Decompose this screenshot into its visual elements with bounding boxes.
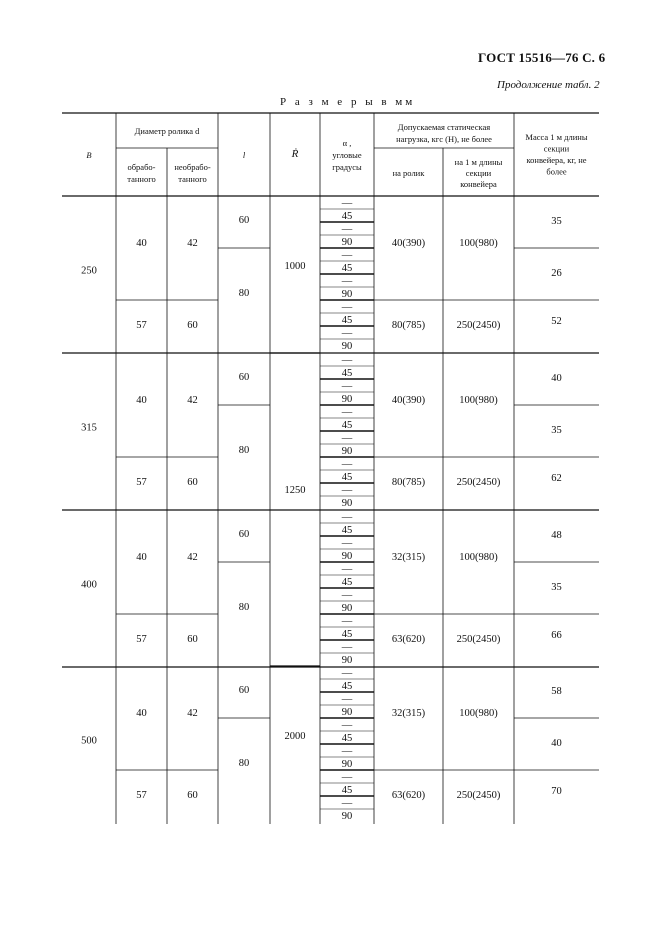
alpha-value: 45 [341, 525, 353, 536]
mass-value: 52 [551, 316, 562, 327]
header-per-meter: секции [465, 168, 492, 178]
alpha-value: — [341, 485, 353, 496]
alpha-value: 90 [341, 341, 353, 352]
alpha-value: — [341, 642, 353, 653]
header-mass: секции [543, 143, 570, 154]
alpha-value: — [341, 198, 353, 209]
header-load: Допускаемая статическая [397, 122, 491, 132]
diameter-unmachined: 60 [187, 320, 198, 331]
load-per-roller: 80(785) [391, 320, 426, 331]
alpha-value: — [341, 616, 353, 627]
load-per-meter: 100(980) [459, 708, 498, 719]
load-per-meter: 250(2450) [456, 477, 501, 488]
alpha-value: — [341, 798, 353, 809]
l-value: 60 [238, 685, 250, 696]
load-per-roller: 63(620) [391, 634, 426, 645]
mass-value: 70 [551, 786, 562, 797]
diameter-unmachined: 42 [187, 395, 198, 406]
alpha-value: — [341, 381, 353, 392]
page-header: ГОСТ 15516—76 С. 6 [478, 50, 606, 65]
diameter-machined: 40 [136, 395, 147, 406]
l-value: 80 [238, 602, 250, 613]
load-per-meter: 100(980) [459, 395, 498, 406]
alpha-value: 90 [341, 811, 353, 822]
diameter-machined: 57 [136, 320, 147, 331]
alpha-value: — [341, 590, 353, 601]
mass-value: 40 [551, 738, 562, 749]
alpha-value: 90 [341, 498, 353, 509]
diameter-unmachined: 60 [187, 790, 198, 801]
header-B: B [86, 150, 92, 160]
load-per-roller: 40(390) [391, 238, 426, 249]
alpha-value: — [341, 250, 353, 261]
alpha-value: — [341, 668, 353, 679]
mass-value: 35 [551, 216, 562, 227]
alpha-value: — [341, 459, 353, 470]
alpha-value: 90 [341, 655, 353, 666]
diameter-unmachined: 42 [187, 238, 198, 249]
alpha-value: — [341, 433, 353, 444]
alpha-value: 90 [341, 759, 353, 770]
header-diameter: Диаметр ролика d [134, 126, 200, 136]
load-per-meter: 250(2450) [456, 320, 501, 331]
l-value: 60 [238, 372, 250, 383]
alpha-value: 45 [341, 211, 353, 222]
mass-value: 62 [551, 473, 562, 484]
diameter-unmachined: 60 [187, 634, 198, 645]
load-per-roller: 40(390) [391, 395, 426, 406]
header-mass: конвейера, кг, не [526, 155, 587, 165]
header-per-roller: на ролик [392, 168, 425, 178]
alpha-value: 45 [341, 315, 353, 326]
diameter-machined: 40 [136, 552, 147, 563]
width-B-value: 315 [81, 422, 97, 434]
diameter-machined: 40 [136, 708, 147, 719]
alpha-value: 45 [341, 368, 353, 379]
mass-value: 66 [551, 630, 562, 641]
load-per-meter: 250(2450) [456, 634, 501, 645]
mass-value: 35 [551, 582, 562, 593]
alpha-value: — [341, 328, 353, 339]
diameter-machined: 57 [136, 477, 147, 488]
l-value: 80 [238, 445, 250, 456]
header-alpha: угловые [332, 150, 362, 160]
diameter-unmachined: 60 [187, 477, 198, 488]
alpha-value: — [341, 694, 353, 705]
width-B-value: 250 [81, 265, 97, 277]
alpha-value: — [341, 564, 353, 575]
header-machined: танного [127, 174, 156, 184]
mass-value: 40 [551, 373, 562, 384]
header-machined: обрабо- [127, 162, 156, 172]
alpha-value: — [341, 302, 353, 313]
alpha-value: 45 [341, 472, 353, 483]
diameter-unmachined: 42 [187, 552, 198, 563]
alpha-value: 45 [341, 629, 353, 640]
radius-value: 1000 [284, 261, 306, 272]
load-per-roller: 32(315) [391, 708, 426, 719]
l-value: 60 [238, 215, 250, 226]
dimensions-caption: Р а з м е р ы в мм [280, 96, 416, 108]
header-mass: более [546, 166, 567, 177]
width-B-value: 500 [81, 735, 97, 747]
l-value: 80 [238, 288, 250, 299]
alpha-value: — [341, 720, 353, 731]
load-per-roller: 32(315) [391, 552, 426, 563]
alpha-value: 90 [341, 237, 353, 248]
diameter-machined: 40 [136, 238, 147, 249]
header-per-meter: конвейера [460, 179, 497, 189]
alpha-value: — [341, 746, 353, 757]
alpha-value: — [341, 276, 353, 287]
header-load: нагрузка, кгс (Н), не более [396, 134, 492, 144]
mass-value: 48 [551, 530, 562, 541]
continuation-label: Продолжение табл. 2 [497, 79, 600, 91]
alpha-value: 90 [341, 707, 353, 718]
alpha-value: — [341, 355, 353, 366]
header-unmachined: необрабо- [174, 162, 211, 172]
alpha-value: — [341, 224, 353, 235]
alpha-value: 45 [341, 785, 353, 796]
header-unmachined: танного [178, 174, 207, 184]
alpha-value: 90 [341, 603, 353, 614]
load-per-roller: 63(620) [391, 790, 426, 801]
load-per-meter: 100(980) [459, 552, 498, 563]
alpha-value: 90 [341, 394, 353, 405]
header-R: Ṙ [291, 148, 299, 160]
radius-value: 2000 [284, 731, 306, 742]
mass-value: 35 [551, 425, 562, 436]
diameter-unmachined: 42 [187, 708, 198, 719]
alpha-value: 45 [341, 733, 353, 744]
alpha-value: 90 [341, 446, 353, 457]
radius-value: 1250 [284, 485, 306, 496]
alpha-value: — [341, 538, 353, 549]
load-per-roller: 80(785) [391, 477, 426, 488]
header-per-meter: на 1 м длины [454, 157, 503, 167]
alpha-value: 90 [341, 551, 353, 562]
l-value: 80 [238, 758, 250, 769]
mass-value: 26 [551, 268, 562, 279]
load-per-meter: 100(980) [459, 238, 498, 249]
alpha-value: 45 [341, 681, 353, 692]
diameter-machined: 57 [136, 634, 147, 645]
alpha-value: 45 [341, 577, 353, 588]
alpha-value: — [341, 512, 353, 523]
load-per-meter: 250(2450) [456, 790, 501, 801]
diameter-machined: 57 [136, 790, 147, 801]
header-mass: Масса 1 м длины [525, 132, 588, 142]
alpha-value: 45 [341, 420, 353, 431]
l-value: 60 [238, 529, 250, 540]
alpha-value: — [341, 407, 353, 418]
header-l: l [242, 150, 246, 160]
width-B-value: 400 [81, 579, 97, 591]
header-alpha: α , [342, 138, 352, 148]
alpha-value: — [341, 772, 353, 783]
mass-value: 58 [551, 686, 562, 697]
alpha-value: 45 [341, 263, 353, 274]
header-alpha: градусы [332, 162, 362, 172]
alpha-value: 90 [341, 289, 353, 300]
